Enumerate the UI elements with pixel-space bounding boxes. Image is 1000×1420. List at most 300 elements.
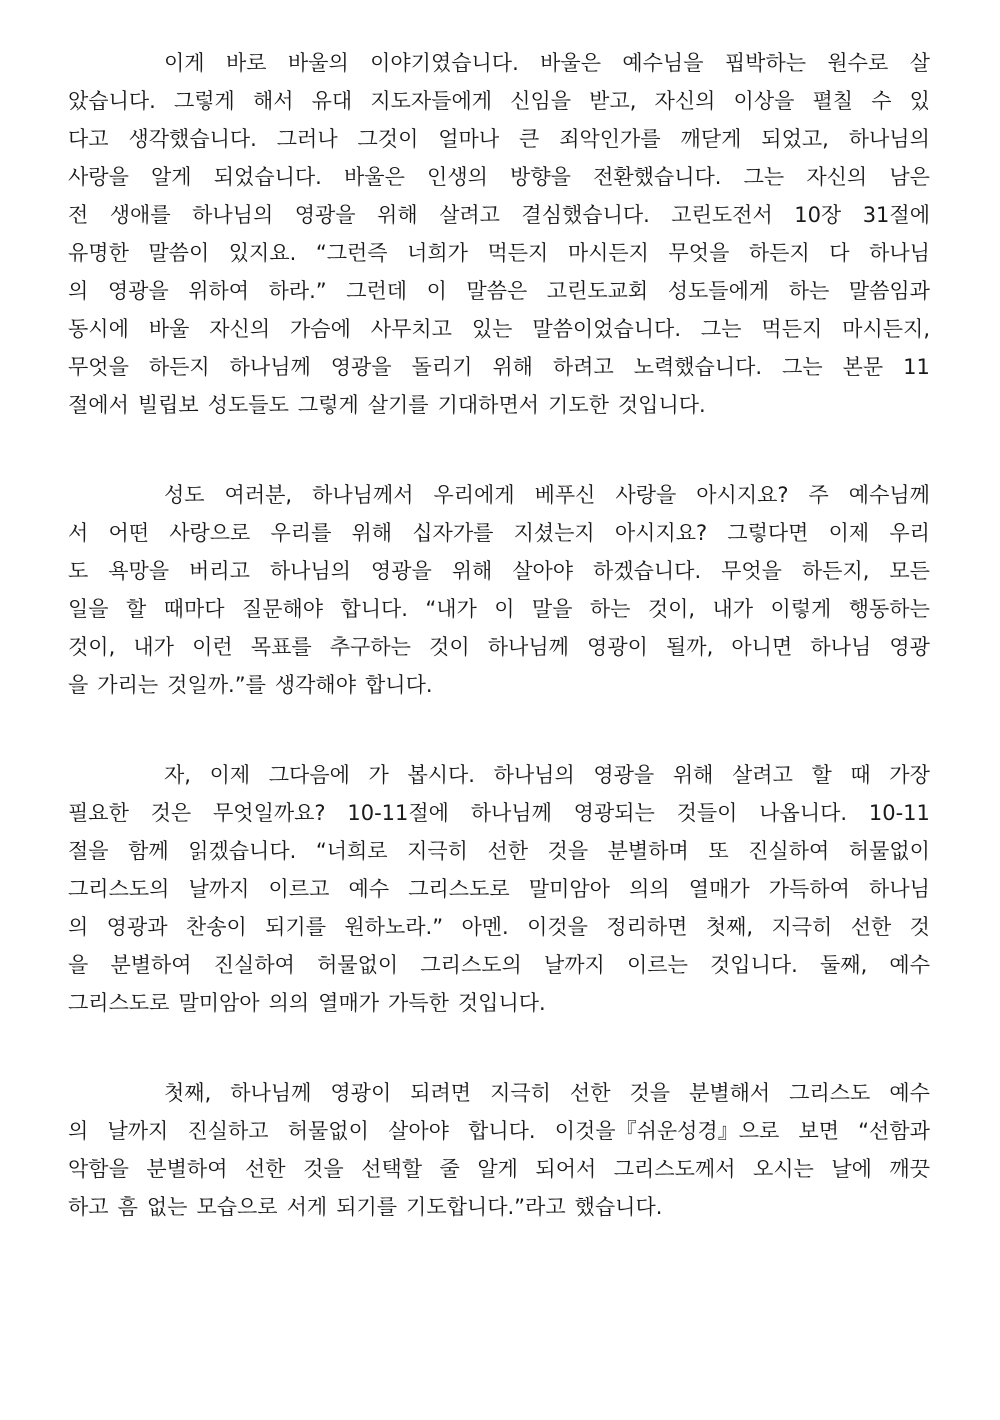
word: “내가 (425, 597, 477, 621)
word: 10-11 (868, 801, 930, 825)
word: 가장 (889, 763, 930, 787)
word: 고린도교회 (546, 279, 649, 303)
word: 도 (68, 559, 89, 583)
word: 것을 (629, 1081, 671, 1105)
word: 그런데 (346, 279, 408, 303)
word: 그리스도로 (408, 877, 510, 901)
word: 너희가 (407, 241, 468, 265)
word: 을 (68, 953, 89, 977)
word: 가득한 (388, 991, 449, 1015)
word: 합니다. (468, 1119, 536, 1143)
word: 그렇게 (173, 89, 235, 113)
word: 허물없이 (848, 839, 930, 863)
word: 모습으로 (196, 1195, 278, 1219)
text-line (68, 1074, 930, 1112)
word: 하는 (589, 597, 631, 621)
word: 있는 (471, 317, 513, 341)
word: 할 (811, 763, 832, 787)
word: 것 (909, 915, 930, 939)
word: 하나님의 (269, 559, 351, 583)
word: 둘째, (820, 953, 868, 977)
word: 받고, (589, 89, 637, 113)
word: 인생의 (427, 165, 488, 189)
word: 흠 (117, 1195, 138, 1219)
text-line (68, 552, 930, 590)
word: 목표를 (250, 635, 312, 659)
word: 본문 (842, 355, 884, 379)
word: 가슴에 (290, 317, 351, 341)
word: 그것이 (357, 127, 419, 151)
text-line (68, 756, 930, 794)
word: 것을 (547, 839, 589, 863)
word: 하고 (68, 1195, 109, 1219)
word: 의 (68, 279, 89, 303)
word: 서 (68, 521, 89, 545)
word: 것이, (647, 597, 696, 621)
word: 일을 (68, 597, 109, 621)
text-line (68, 476, 930, 514)
text-line (68, 82, 930, 120)
word: 하나님 (869, 241, 930, 265)
word: 의 (68, 915, 89, 939)
word: 바울은 (344, 165, 405, 189)
word: “선함과 (858, 1119, 930, 1143)
word: 무엇일까요? (213, 801, 326, 825)
word: 하는 (788, 279, 830, 303)
word: 그리스도의 (420, 953, 522, 977)
word: 되려면 (410, 1081, 472, 1105)
word: 선택할 (361, 1157, 423, 1181)
word: 이 (494, 597, 515, 621)
word: 영광을 (370, 559, 432, 583)
word: 핍박하는 (724, 51, 807, 75)
word: 때마다 (163, 597, 225, 621)
word: 영광 (889, 635, 930, 659)
word: 기도합니다.”라고 (406, 1195, 566, 1219)
word: 이게 (164, 51, 205, 75)
word: 베푸신 (534, 483, 596, 507)
word: 살아야 (512, 559, 574, 583)
word: 서게 (286, 1195, 328, 1219)
word: 영광되는 (573, 801, 655, 825)
word: 신임을 (510, 89, 572, 113)
word: 하나님께서 (312, 483, 414, 507)
word: 기도한 (548, 393, 609, 417)
word: 날까지 (543, 953, 605, 977)
text-line (68, 272, 930, 310)
word: 31절에 (862, 203, 930, 227)
word: 첫째, (164, 1081, 212, 1105)
word: 보면 (798, 1119, 840, 1143)
word: 어떤 (108, 521, 150, 545)
word: 아시지요? (696, 483, 789, 507)
word: 분별해서 (689, 1081, 771, 1105)
word: 영광을 (593, 763, 655, 787)
word: 것입니다. (617, 393, 706, 417)
text-line (68, 832, 930, 870)
word: 절에서 (68, 393, 129, 417)
text-line (68, 946, 930, 984)
word: 하나님께 (230, 1081, 312, 1105)
word: 선한 (487, 839, 529, 863)
word: 원수로 (827, 51, 889, 75)
paragraph-4 (68, 1074, 930, 1226)
word: “그런즉 (315, 241, 388, 265)
word: 지극히 (407, 839, 468, 863)
word: 여러분, (224, 483, 293, 507)
word: 사랑을 (68, 165, 129, 189)
word: 합니다. (365, 673, 433, 697)
text-line (68, 666, 930, 704)
word: 분별하여 (110, 953, 192, 977)
word: 마시든지 (567, 241, 649, 265)
word: 살아야 (388, 1119, 449, 1143)
text-line (68, 794, 930, 832)
word: 의 (68, 1119, 89, 1143)
word: 허물없이 (287, 1119, 369, 1143)
word: 10-11절에 (347, 801, 449, 825)
word: 하든지 (148, 355, 210, 379)
word: 살 (909, 51, 930, 75)
word: 욕망을 (108, 559, 170, 583)
word: 남은 (889, 165, 930, 189)
word: 깨닫게 (680, 127, 742, 151)
word: 이제 (209, 763, 251, 787)
word: 없는 (146, 1195, 188, 1219)
word: 을 (68, 673, 89, 697)
word: 되어서 (535, 1157, 597, 1181)
word: 필요한 (68, 801, 129, 825)
word: 예수님께 (848, 483, 930, 507)
word: 말미암아 (178, 991, 260, 1015)
word: 그는 (743, 165, 785, 189)
word: 가 (368, 763, 389, 787)
word: 될까, (666, 635, 714, 659)
word: 았습니다. (68, 89, 156, 113)
word: 읽겠습니다. (188, 839, 297, 863)
word: 이런 (192, 635, 233, 659)
word: 성도들에게 (667, 279, 770, 303)
word: 되기를 (336, 1195, 398, 1219)
word: 깨끗 (889, 1157, 930, 1181)
word: 하나님의 (493, 763, 575, 787)
word: 이야기였습니다. (370, 51, 519, 75)
word: 기대하면서 (437, 393, 540, 417)
word: 위해 (672, 763, 714, 787)
word: 아니면 (731, 635, 793, 659)
word: 돌리기 (411, 355, 473, 379)
word: 이르고 (268, 877, 330, 901)
word: 생애를 (109, 203, 171, 227)
word: 10장 (794, 203, 842, 227)
word: 그렇다면 (727, 521, 809, 545)
word: 자, (164, 763, 191, 787)
word: 생각해야 (274, 673, 357, 697)
word: 살려고 (439, 203, 500, 227)
text-line (68, 196, 930, 234)
word: 이르는 (627, 953, 688, 977)
word: 정리하면 (606, 915, 688, 939)
word: 십자가를 (412, 521, 494, 545)
word: 날까지 (188, 877, 250, 901)
word: 바울은 (540, 51, 601, 75)
word: 열매가 (318, 991, 380, 1015)
word: 말을 (531, 597, 573, 621)
word: 때 (850, 763, 871, 787)
word: 내가 (712, 597, 754, 621)
word: 그는 (700, 317, 742, 341)
word: 것이 (429, 635, 470, 659)
word: 하나님의 (192, 203, 274, 227)
word: 죄악인가를 (559, 127, 661, 151)
word: 했습니다. (574, 1195, 663, 1219)
word: 11 (903, 355, 930, 379)
word: 선한 (850, 915, 892, 939)
word: 이제 (828, 521, 870, 545)
word: 바울 (148, 317, 190, 341)
word: 진실하고 (187, 1119, 269, 1143)
word: 절을 (68, 839, 109, 863)
word: 위하여 (188, 279, 250, 303)
word: 분별하며 (607, 839, 689, 863)
word: 이상을 (733, 89, 795, 113)
word: 빌립보 (137, 393, 199, 417)
word: “너희로 (315, 839, 388, 863)
word: 이 (426, 279, 447, 303)
word: 악함을 (68, 1157, 129, 1181)
word: 예수님을 (622, 51, 704, 75)
word: 우리를 (270, 521, 332, 545)
word: 날까지 (107, 1119, 169, 1143)
word: 말씀임과 (848, 279, 930, 303)
word: 사랑으로 (169, 521, 251, 545)
word: 오시는 (752, 1157, 814, 1181)
word: 나옵니다. (759, 801, 848, 825)
word: 되기를 (265, 915, 326, 939)
text-line (68, 1150, 930, 1188)
word: 하나님 (869, 877, 930, 901)
word: 것들이 (676, 801, 738, 825)
word: 말씀이 (148, 241, 210, 265)
word: 것이, (68, 635, 116, 659)
word: 줄 (439, 1157, 460, 1181)
word: 내가 (133, 635, 174, 659)
word: 말씀이었습니다. (532, 317, 682, 341)
word: 동시에 (68, 317, 129, 341)
word: 아멘. (461, 915, 509, 939)
word: 찬송이 (185, 915, 247, 939)
word: 지극히 (490, 1081, 551, 1105)
word: 다 (829, 241, 850, 265)
word: 열매가 (688, 877, 750, 901)
word: 선한 (245, 1157, 286, 1181)
word: 예수 (889, 953, 930, 977)
text-line (68, 1188, 930, 1226)
word: 하라.” (268, 279, 327, 303)
word: 자신의 (209, 317, 271, 341)
word: 하겠습니다. (593, 559, 702, 583)
word: 펼칠 (812, 89, 854, 113)
word: 영광을 (107, 279, 169, 303)
word: 말씀은 (466, 279, 528, 303)
word: 성도들도 (207, 393, 289, 417)
word: 버리고 (189, 559, 250, 583)
word: 추구하는 (329, 635, 411, 659)
text-line (68, 44, 930, 82)
word: 먹든지 (761, 317, 823, 341)
word: 큰 (519, 127, 540, 151)
word: 방향을 (510, 165, 571, 189)
word: 해서 (252, 89, 294, 113)
word: 가득하여 (768, 877, 850, 901)
word: 허물없이 (317, 953, 399, 977)
word: 노력했습니다. (633, 355, 763, 379)
word: 무엇을 (68, 355, 129, 379)
text-line (68, 348, 930, 386)
word: 이것을 (527, 915, 588, 939)
paragraph-3 (68, 756, 930, 1022)
word: 있 (909, 89, 930, 113)
word: 하나님 (810, 635, 872, 659)
word: 영광을 (294, 203, 356, 227)
word: 할 (125, 597, 147, 621)
word: 영광과 (106, 915, 168, 939)
word: 봅시다. (407, 763, 475, 787)
word: 사무치고 (370, 317, 452, 341)
word: 유대 (311, 89, 353, 113)
text-line (68, 310, 930, 348)
text-line (68, 158, 930, 196)
word: 것은 (150, 801, 192, 825)
word: 행동하는 (848, 597, 930, 621)
word: 위해 (351, 521, 393, 545)
word: 전 (68, 203, 89, 227)
word: 지극히 (771, 915, 833, 939)
word: 또 (708, 839, 729, 863)
word: 하나님께 (487, 635, 569, 659)
word: 살려고 (732, 763, 793, 787)
word: 원하노라.” (344, 915, 444, 939)
word: 진실하여 (213, 953, 295, 977)
word: 그렇게 (297, 393, 359, 417)
word: 우리에게 (433, 483, 515, 507)
text-line (68, 590, 930, 628)
word: 있지요. (228, 241, 297, 265)
word: 되었고, (761, 127, 829, 151)
word: 하든지 (748, 241, 810, 265)
word: 이렇게 (770, 597, 832, 621)
word: 그러나 (276, 127, 338, 151)
text-line (68, 120, 930, 158)
word: 생각했습니다. (128, 127, 257, 151)
text-line (68, 1112, 930, 1150)
word: 성도 (164, 483, 205, 507)
word: 가리는 (97, 673, 159, 697)
word: 마시든지, (842, 317, 930, 341)
paragraph-2 (68, 476, 930, 704)
word: 예수 (348, 877, 390, 901)
text-line (68, 908, 930, 946)
word: 것일까.”를 (167, 673, 266, 697)
word: 결심했습니다. (521, 203, 650, 227)
word: 위해 (451, 559, 493, 583)
text-line (68, 386, 930, 424)
word: 알게 (151, 165, 192, 189)
word: 하려고 (552, 355, 614, 379)
word: 것을 (303, 1157, 344, 1181)
text-line (68, 984, 930, 1022)
word: 알게 (477, 1157, 518, 1181)
text-line (68, 234, 930, 272)
word: 합니다. (340, 597, 408, 621)
word: 전환했습니다. (593, 165, 722, 189)
word: 그는 (782, 355, 823, 379)
word: 하든지, (801, 559, 870, 583)
word: 위해 (492, 355, 533, 379)
word: 아시지요? (614, 521, 708, 545)
word: 그다음에 (268, 763, 350, 787)
word: 이것을『쉬운성경』으로 (554, 1119, 780, 1143)
word: 의의 (629, 877, 670, 901)
word: 예수 (889, 1081, 930, 1105)
word: 그리스도의 (68, 877, 170, 901)
text-line (68, 628, 930, 666)
word: 말미암아 (528, 877, 610, 901)
word: 것입니다. (457, 991, 546, 1015)
word: 위해 (377, 203, 418, 227)
word: 영광이 (330, 1081, 392, 1105)
word: 그리스도로 (68, 991, 170, 1015)
word: 주 (808, 483, 829, 507)
word: 함께 (128, 839, 169, 863)
word: 영광이 (587, 635, 648, 659)
word: 살기를 (367, 393, 429, 417)
word: 무엇을 (721, 559, 782, 583)
word: 질문해야 (241, 597, 324, 621)
text-line (68, 870, 930, 908)
word: 사랑을 (615, 483, 677, 507)
word: 유명한 (68, 241, 129, 265)
word: 다고 (68, 127, 109, 151)
word: 바로 (225, 51, 267, 75)
word: 자신의 (806, 165, 868, 189)
word: 지도자들에게 (370, 89, 493, 113)
word: 하나님의 (848, 127, 930, 151)
word: 하나님께 (470, 801, 552, 825)
word: 영광을 (330, 355, 392, 379)
word: 우리 (889, 521, 930, 545)
word: 되었습니다. (213, 165, 322, 189)
word: 날에 (831, 1157, 872, 1181)
word: 바울의 (287, 51, 349, 75)
word: 분별하여 (146, 1157, 228, 1181)
word: 그리스도께서 (613, 1157, 736, 1181)
paragraph-1 (68, 44, 930, 424)
word: 무엇을 (668, 241, 730, 265)
text-line (68, 514, 930, 552)
word: 것입니다. (710, 953, 798, 977)
word: 선한 (569, 1081, 611, 1105)
word: 모든 (889, 559, 930, 583)
word: 그리스도 (789, 1081, 871, 1105)
word: 의의 (268, 991, 310, 1015)
word: 지셨는지 (513, 521, 595, 545)
word: 진실하여 (748, 839, 830, 863)
word: 고린도전서 (671, 203, 773, 227)
word: 먹든지 (487, 241, 549, 265)
word: 수 (871, 89, 892, 113)
word: 첫째, (705, 915, 754, 939)
